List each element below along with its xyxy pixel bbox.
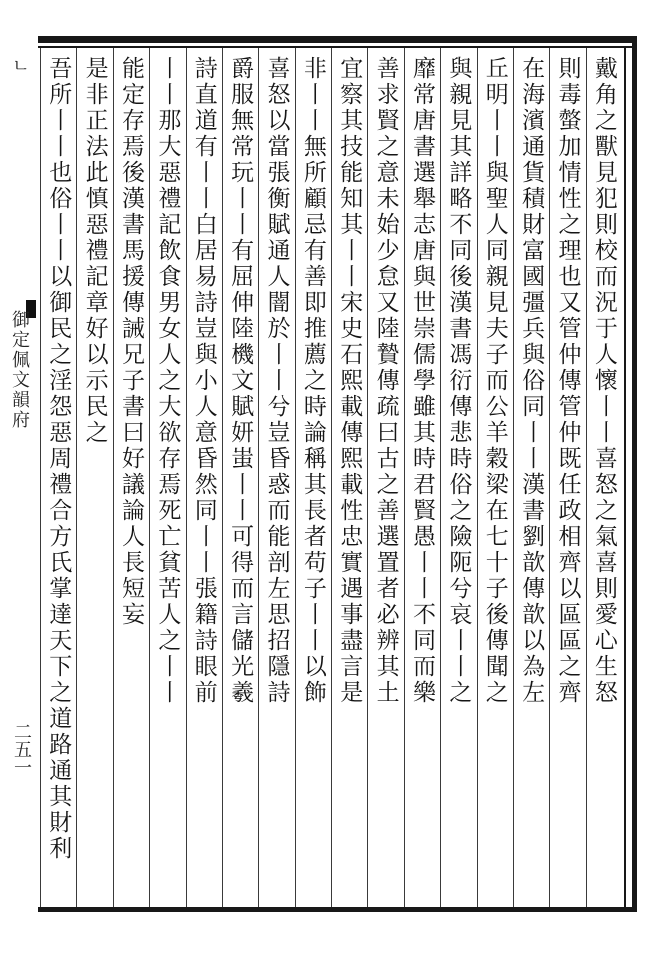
text-column: 能定存焉後漢書馬援傳誡兄子書曰好議論人長短妄 xyxy=(117,56,144,628)
column-rule xyxy=(440,48,441,907)
margin-strip xyxy=(0,48,34,908)
text-column: 善求賢之意未始少怠又陸贄傳疏曰古之善選置者必辨其土 xyxy=(372,56,399,706)
column-rule xyxy=(113,48,114,907)
text-column: 丘明丨丨與聖人同親見夫子而公羊穀梁在七十子後傳聞之 xyxy=(481,56,508,706)
text-column: 戴角之獸見犯則校而況于人懷丨丨喜怒之氣喜則愛心生怒 xyxy=(590,56,617,706)
column-rule xyxy=(76,48,77,907)
text-column: 非丨丨無所顧忌有善即推薦之時論稱其長者苟子丨丨以飾 xyxy=(299,56,326,706)
column-rule xyxy=(186,48,187,907)
text-column: 詩直道有丨丨白居易詩豈與小人意昏然同丨丨張籍詩眼前 xyxy=(190,56,217,706)
column-rule xyxy=(586,48,587,907)
text-column: 爵服無常玩丨丨有屈伸陸機文賦妍蚩丨丨可得而言儲光羲 xyxy=(227,56,254,706)
column-rule xyxy=(149,48,150,907)
column-rule xyxy=(549,48,550,907)
column-rule xyxy=(404,48,405,907)
column-rule xyxy=(40,48,41,907)
frame-right-border xyxy=(632,36,637,912)
column-rule xyxy=(295,48,296,907)
margin-page-number: 二五一 xyxy=(11,722,32,776)
text-column: 則毒螫加情性之理也又管仲傳管仲既任政相齊以區區之齊 xyxy=(554,56,581,706)
column-rule xyxy=(513,48,514,907)
text-column: 丨丨那大惡禮記飲食男女人之大欲存焉死亡貧苦人之丨丨 xyxy=(154,56,181,706)
margin-top-mark: ㄴ xyxy=(9,56,30,74)
frame-bottom-border xyxy=(38,907,636,912)
text-column: 宜察其技能知其丨丨宋史石熙載傳熙載性忠實遇事盡言是 xyxy=(336,56,363,706)
column-rule xyxy=(222,48,223,907)
text-column: 靡常唐書選舉志唐與世崇儒學雖其時君賢愚丨丨不同而樂 xyxy=(408,56,435,706)
text-column: 吾所丨丨也俗丨丨以御民之淫怨惡周禮合方氏掌達天下之道路通其財利 xyxy=(45,56,72,862)
column-rule xyxy=(367,48,368,907)
margin-book-title: 御定佩文韻府 xyxy=(9,310,30,430)
column-rule xyxy=(477,48,478,907)
column-rule xyxy=(331,48,332,907)
frame-top-inner-border xyxy=(38,46,636,48)
text-column: 與親見其詳略不同後漢書馮衍傳悲時俗之險阨兮哀丨丨之 xyxy=(445,56,472,706)
column-rule xyxy=(258,48,259,907)
frame-top-border xyxy=(38,36,636,43)
text-column: 是非正法此慎惡禮記章好以示民之 xyxy=(81,56,108,446)
text-column: 在海濱通貨積財富國彊兵與俗同丨丨漢書劉歆傳歆以為左 xyxy=(518,56,545,706)
text-column: 喜怒以當張衡賦通人闇於丨丨兮豈昏惑而能剖左思招隱詩 xyxy=(263,56,290,706)
frame-right-inner-border xyxy=(624,46,626,908)
